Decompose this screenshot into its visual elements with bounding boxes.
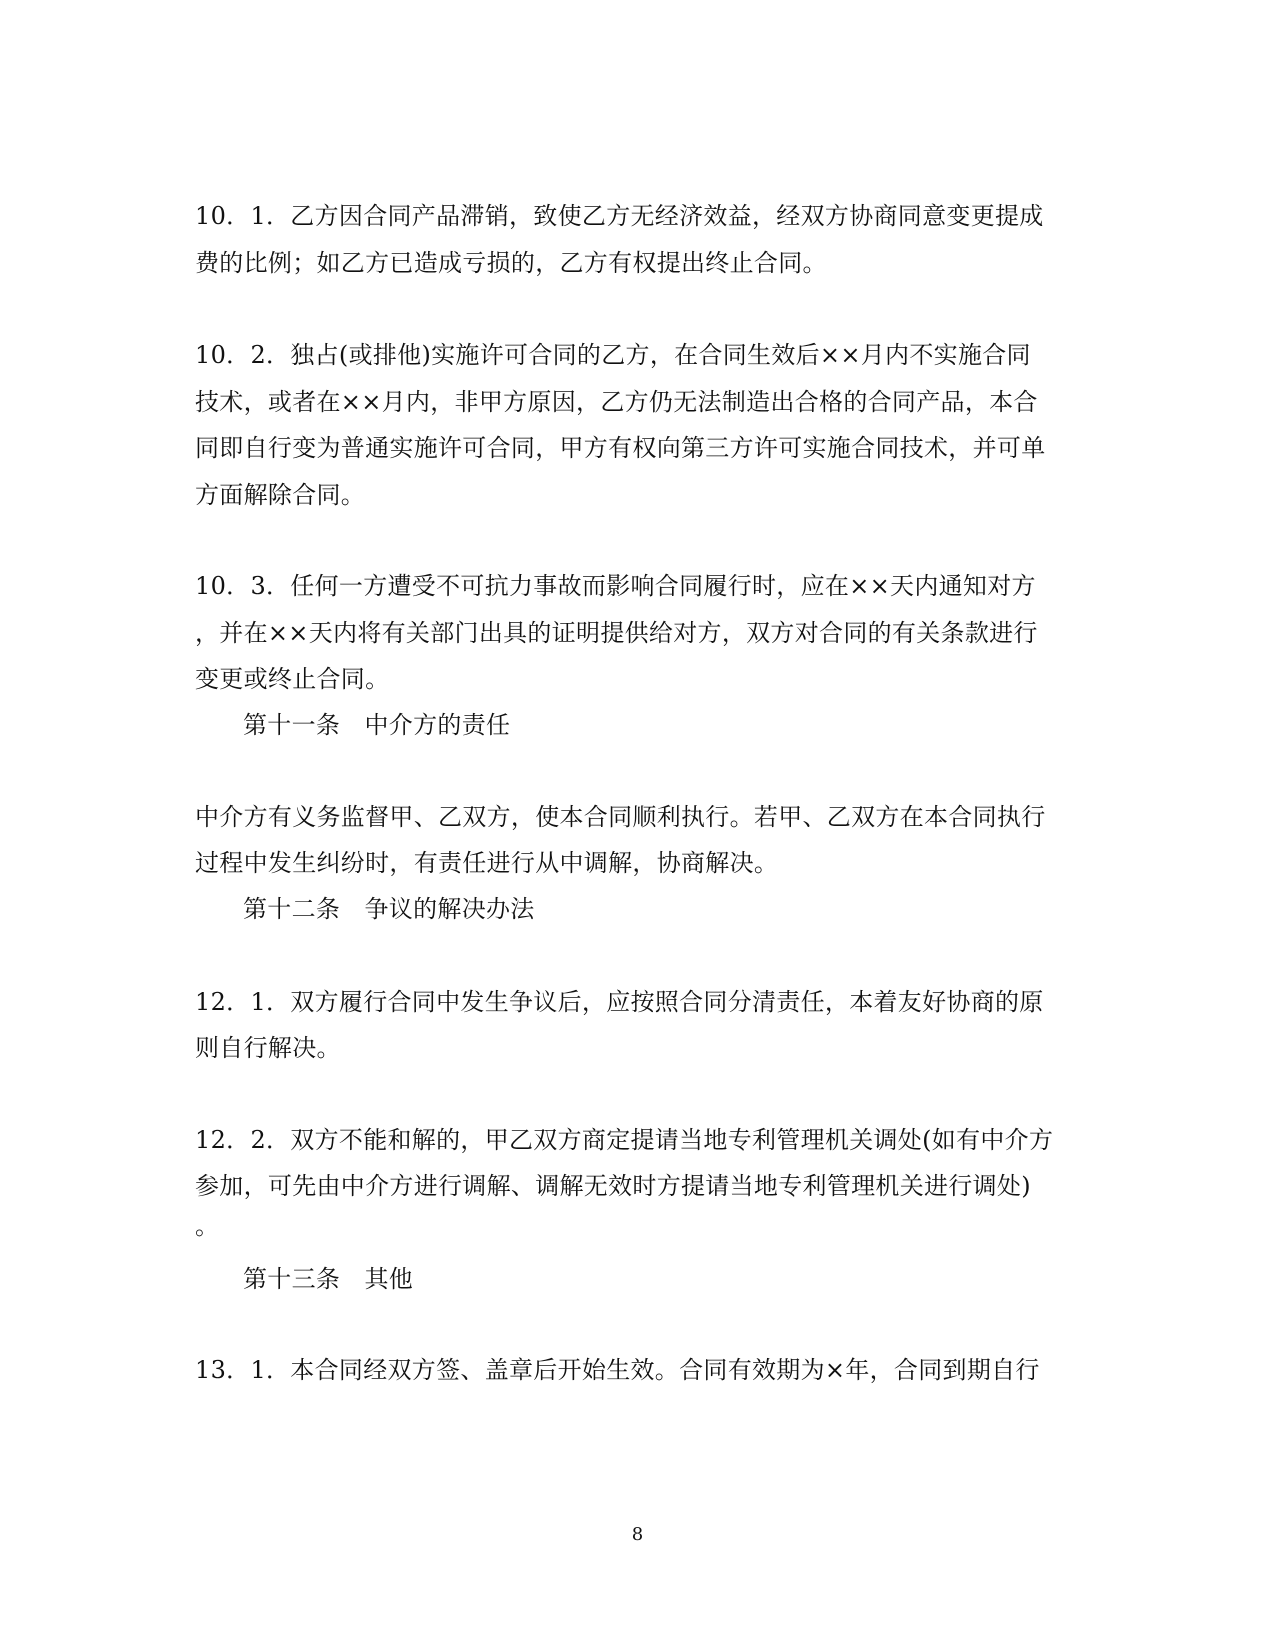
clause-12-2-line-2: 参加，可先由中介方进行调解、调解无效时方提请当地专利管理机关进行调处) bbox=[195, 1172, 1031, 1200]
article-11-line-2: 过程中发生纠纷时，有责任进行从中调解，协商解决。 bbox=[195, 849, 779, 877]
clause-12-1-line-1: 12．1．双方履行合同中发生争议后，应按照合同分清责任，本着友好协商的原 bbox=[195, 988, 1044, 1016]
clause-10-1-line-2: 费的比例；如乙方已造成亏损的，乙方有权提出终止合同。 bbox=[195, 249, 827, 277]
clause-12-2-line-3: 。 bbox=[195, 1212, 220, 1240]
article-12-heading: 第十二条 争议的解决办法 bbox=[243, 895, 535, 923]
clause-10-2-line-1: 10．2．独占(或排他)实施许可合同的乙方，在合同生效后××月内不实施合同 bbox=[195, 341, 1031, 369]
clause-10-3-line-3: 变更或终止合同。 bbox=[195, 665, 390, 693]
page-number: 8 bbox=[631, 1524, 644, 1545]
clause-13-1-line-1: 13．1．本合同经双方签、盖章后开始生效。合同有效期为×年，合同到期自行 bbox=[195, 1356, 1040, 1384]
article-13-heading: 第十三条 其他 bbox=[243, 1265, 414, 1293]
clause-10-1-line-1: 10．1．乙方因合同产品滞销，致使乙方无经济效益，经双方协商同意变更提成 bbox=[195, 202, 1044, 230]
clause-10-3-line-1: 10．3．任何一方遭受不可抗力事故而影响合同履行时，应在××天内通知对方 bbox=[195, 572, 1036, 600]
clause-10-3-line-2: ，并在××天内将有关部门出具的证明提供给对方，双方对合同的有关条款进行 bbox=[195, 619, 1038, 647]
clause-12-2-line-1: 12．2．双方不能和解的，甲乙双方商定提请当地专利管理机关调处(如有中介方 bbox=[195, 1126, 1054, 1154]
clause-10-2-line-4: 方面解除合同。 bbox=[195, 481, 366, 509]
clause-10-2-line-3: 同即自行变为普通实施许可合同，甲方有权向第三方许可实施合同技术，并可单 bbox=[195, 434, 1046, 462]
clause-10-2-line-2: 技术，或者在××月内，非甲方原因，乙方仍无法制造出合格的合同产品，本合 bbox=[195, 388, 1038, 416]
article-11-heading: 第十一条 中介方的责任 bbox=[243, 711, 511, 739]
clause-12-1-line-2: 则自行解决。 bbox=[195, 1034, 341, 1062]
article-11-line-1: 中介方有义务监督甲、乙双方，使本合同顺利执行。若甲、乙双方在本合同执行 bbox=[195, 803, 1046, 831]
